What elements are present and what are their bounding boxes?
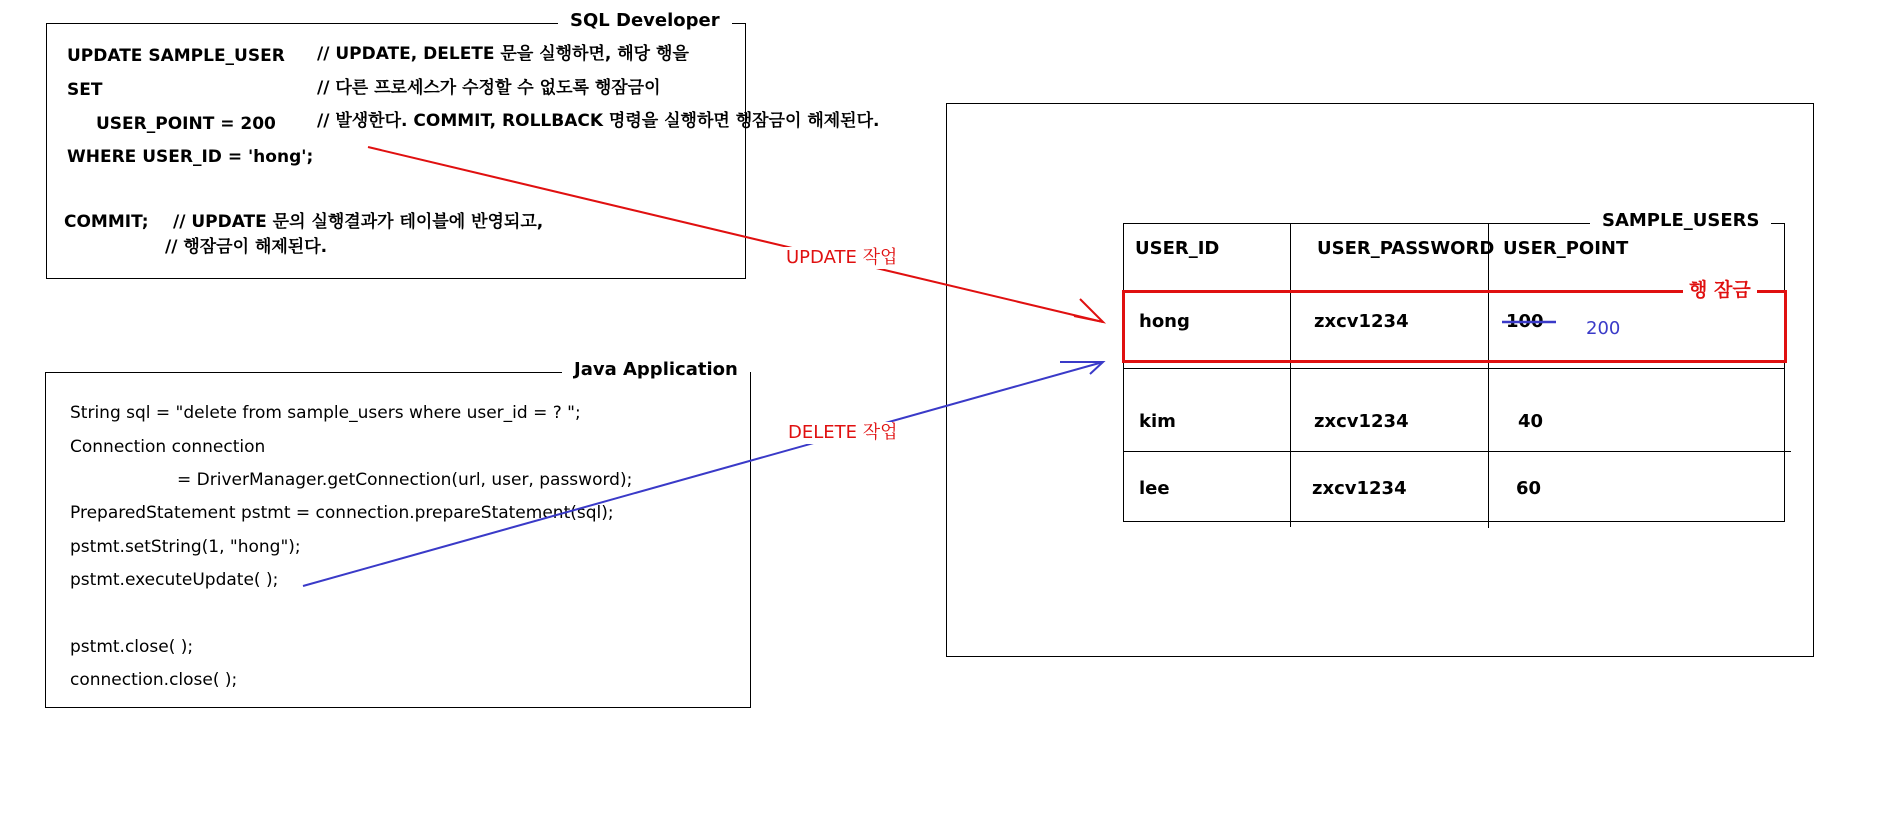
java-code-line-1: String sql = "delete from sample_users where user_id = ? "; [70, 403, 581, 423]
java-code-line-7: pstmt.close( ); [70, 637, 194, 657]
update-arrow-line [368, 147, 1103, 322]
sql-comment-line-2: // 다른 프로세스가 수정할 수 없도록 행잠금이 [317, 78, 661, 98]
sample-users-title: SAMPLE_USERS [1590, 210, 1771, 232]
header-user-id: USER_ID [1135, 238, 1220, 259]
java-code-line-5: pstmt.setString(1, "hong"); [70, 537, 301, 557]
sql-code-line-2: SET [67, 80, 103, 100]
header-user-password: USER_PASSWORD [1317, 238, 1495, 259]
row-3-password: zxcv1234 [1312, 478, 1407, 499]
row-lock-label: 행 잠금 [1683, 279, 1757, 301]
sql-code-line-1: UPDATE SAMPLE_USER [67, 46, 285, 66]
header-user-point: USER_POINT [1503, 238, 1629, 259]
row-1-password: zxcv1234 [1314, 311, 1409, 332]
sql-commit-comment-2: // 행잠금이 해제된다. [165, 237, 328, 257]
update-arrow-head [1074, 299, 1103, 322]
sql-commit-line: COMMIT; [64, 212, 149, 232]
sql-code-line-3: USER_POINT = 200 [96, 114, 276, 134]
row-1-new-point: 200 [1586, 318, 1621, 339]
java-code-line-8: connection.close( ); [70, 670, 238, 690]
update-arrow-label: UPDATE 작업 [782, 247, 901, 269]
sql-comment-line-3: // 발생한다. COMMIT, ROLLBACK 명령을 실행하면 행잠금이 해제된다. [317, 111, 880, 131]
row-2-password: zxcv1234 [1314, 411, 1409, 432]
row-2-user-id: kim [1139, 411, 1176, 432]
sql-comment-line-1: // UPDATE, DELETE 문을 실행하면, 해당 행을 [317, 44, 689, 64]
java-code-line-6: pstmt.executeUpdate( ); [70, 570, 279, 590]
row-1-old-point: 100 [1506, 311, 1544, 332]
sql-commit-comment-1: // UPDATE 문의 실행결과가 테이블에 반영되고, [173, 212, 544, 232]
delete-arrow-label: DELETE 작업 [784, 422, 902, 444]
row-3-user-id: lee [1139, 478, 1170, 499]
java-code-line-3: = DriverManager.getConnection(url, user, password); [177, 470, 633, 490]
java-code-line-4: PreparedStatement pstmt = connection.prepareStatement(sql); [70, 503, 614, 523]
row-2-point: 40 [1518, 411, 1544, 432]
java-application-title: Java Application [562, 359, 750, 381]
delete-arrow-line [303, 362, 1103, 586]
row-3-point: 60 [1516, 478, 1542, 499]
java-code-line-2: Connection connection [70, 437, 266, 457]
sql-developer-title: SQL Developer [558, 10, 732, 32]
row-1-user-id: hong [1139, 311, 1190, 332]
sql-code-line-4: WHERE USER_ID = 'hong'; [67, 147, 314, 167]
